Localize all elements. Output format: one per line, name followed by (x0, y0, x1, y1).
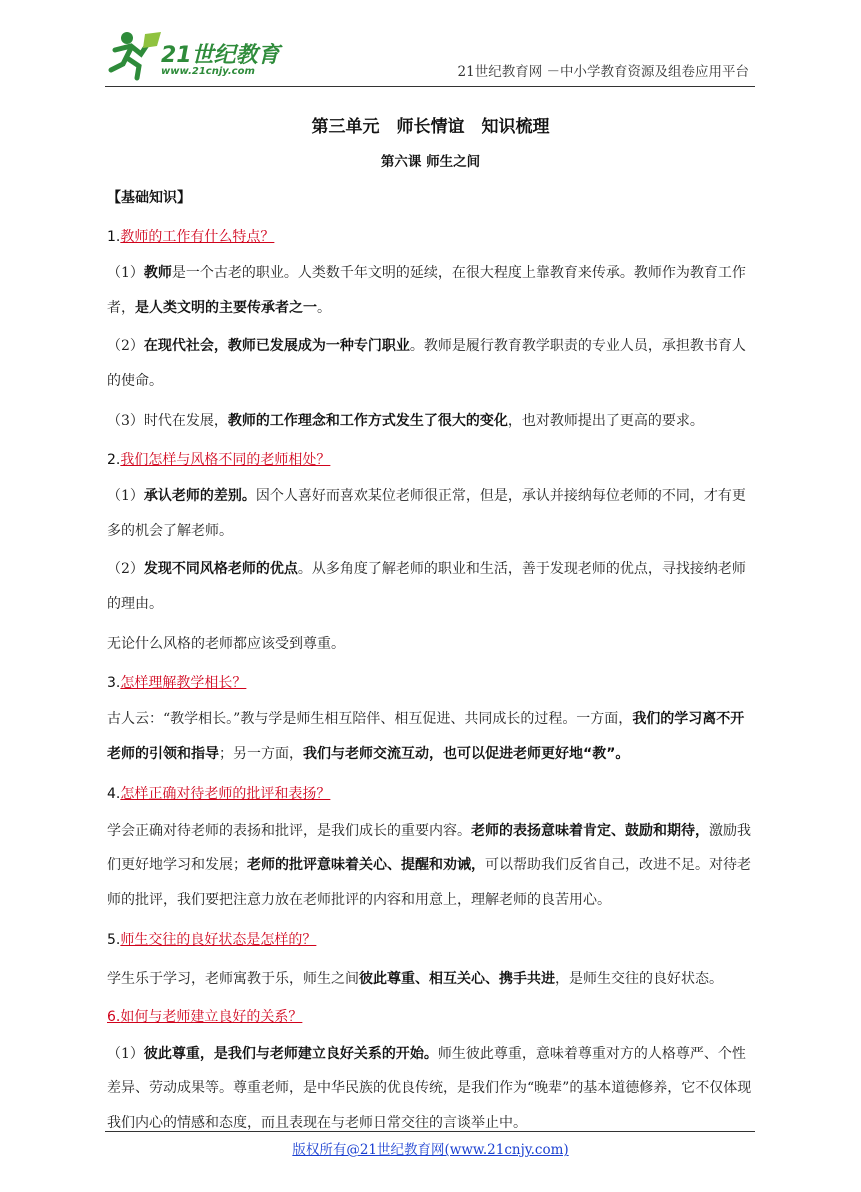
answer-paragraph: 学会正确对待老师的表扬和批评，是我们成长的重要内容。老师的表扬意味着肯定、鼓励和期待，激励我们更好地学习和发展；老师的批评意味着关心、提醒和劝诫，可以帮助我们反省自己，改进不足。对待老师的批评，我们要把注意力放在老师批评的内容和用意上，理解老师的良苦用心。 (107, 822, 751, 908)
question-number: 2. (107, 451, 121, 468)
section-heading: 【基础知识】 (107, 190, 191, 206)
question-3 (107, 664, 757, 703)
answer-paragraph: 无论什么风格的老师都应该受到尊重。 (107, 636, 345, 652)
question-2 (107, 441, 757, 480)
answer-paragraph: （2）在现代社会，教师已发展成为一种专门职业。教师是履行教育教学职责的专业人员，承担教书育人的使命。 (107, 338, 746, 389)
logo (105, 28, 285, 84)
logo-url: www.21cnjy.com (161, 66, 255, 77)
question-text: 师生交往的良好状态是怎样的？ (120, 932, 317, 948)
question-text: 6.如何与老师建立良好的关系？ (107, 1009, 303, 1025)
page-header (105, 28, 755, 87)
answer-paragraph: （1）教师是一个古老的职业。人类数千年文明的延续，在很大程度上靠教育来传承。教师作为教育工作者，是人类文明的主要传承者之一。 (107, 265, 746, 316)
answer-paragraph: （1）彼此尊重，是我们与老师建立良好关系的开始。师生彼此尊重，意味着尊重对方的人格尊严、个性差异、劳动成果等。尊重老师，是中华民族的优良传统，是我们作为“晚辈”的基本道德修养，它不仅体现我们内心的情感和态度，而且表现在与老师日常交往的言谈举止中。 (107, 1045, 752, 1131)
question-1 (107, 218, 757, 257)
question-text: 教师的工作有什么特点？ (120, 228, 275, 245)
question-number: 4. (107, 786, 121, 802)
question-4 (107, 775, 757, 814)
page-subtitle: 第六课 师生之间 (380, 154, 481, 170)
answer-paragraph: （3）时代在发展，教师的工作理念和工作方式发生了很大的变化，也对教师提出了更高的要求。 (107, 413, 704, 429)
answer-paragraph: 古人云：“教学相长。”教与学是师生相互陪伴、相互促进、共同成长的过程。一方面，我们的学习离不开老师的引领和指导；另一方面，我们与老师交流互动，也可以促进老师更好地“教”。 (107, 711, 745, 762)
footer-copyright-link[interactable]: 版权所有@21世纪教育网(www.21cnjy.com) (292, 1142, 569, 1158)
answer-paragraph: 学生乐于学习，老师寓教于乐，师生之间彼此尊重、相互关心、携手共进，是师生交往的良好状态。 (107, 970, 723, 987)
content-body (107, 179, 757, 1140)
question-5 (107, 921, 757, 960)
question-number: 1. (107, 228, 121, 245)
page-title: 第三单元 师长情谊 知识梳理 (311, 117, 550, 137)
answer-paragraph: （2）发现不同风格老师的优点。从多角度了解老师的职业和生活，善于发现老师的优点，寻找接纳老师的理由。 (107, 561, 746, 612)
site-name: 21世纪教育网 －中小学教育资源及组卷应用平台 (457, 64, 749, 80)
question-number: 3. (107, 674, 121, 691)
question-text: 怎样正确对待老师的批评和表扬？ (120, 786, 331, 802)
question-6 (107, 998, 757, 1037)
footer-divider (105, 1131, 755, 1132)
question-text: 怎样理解教学相长？ (120, 674, 247, 691)
logo-text: 21世纪教育 (161, 43, 280, 68)
answer-paragraph: （1）承认老师的差别。因个人喜好而喜欢某位老师很正常，但是，承认并接纳每位老师的不同，才有更多的机会了解老师。 (107, 488, 746, 539)
question-text: 我们怎样与风格不同的老师相处？ (120, 451, 331, 468)
question-number: 5. (107, 932, 121, 948)
